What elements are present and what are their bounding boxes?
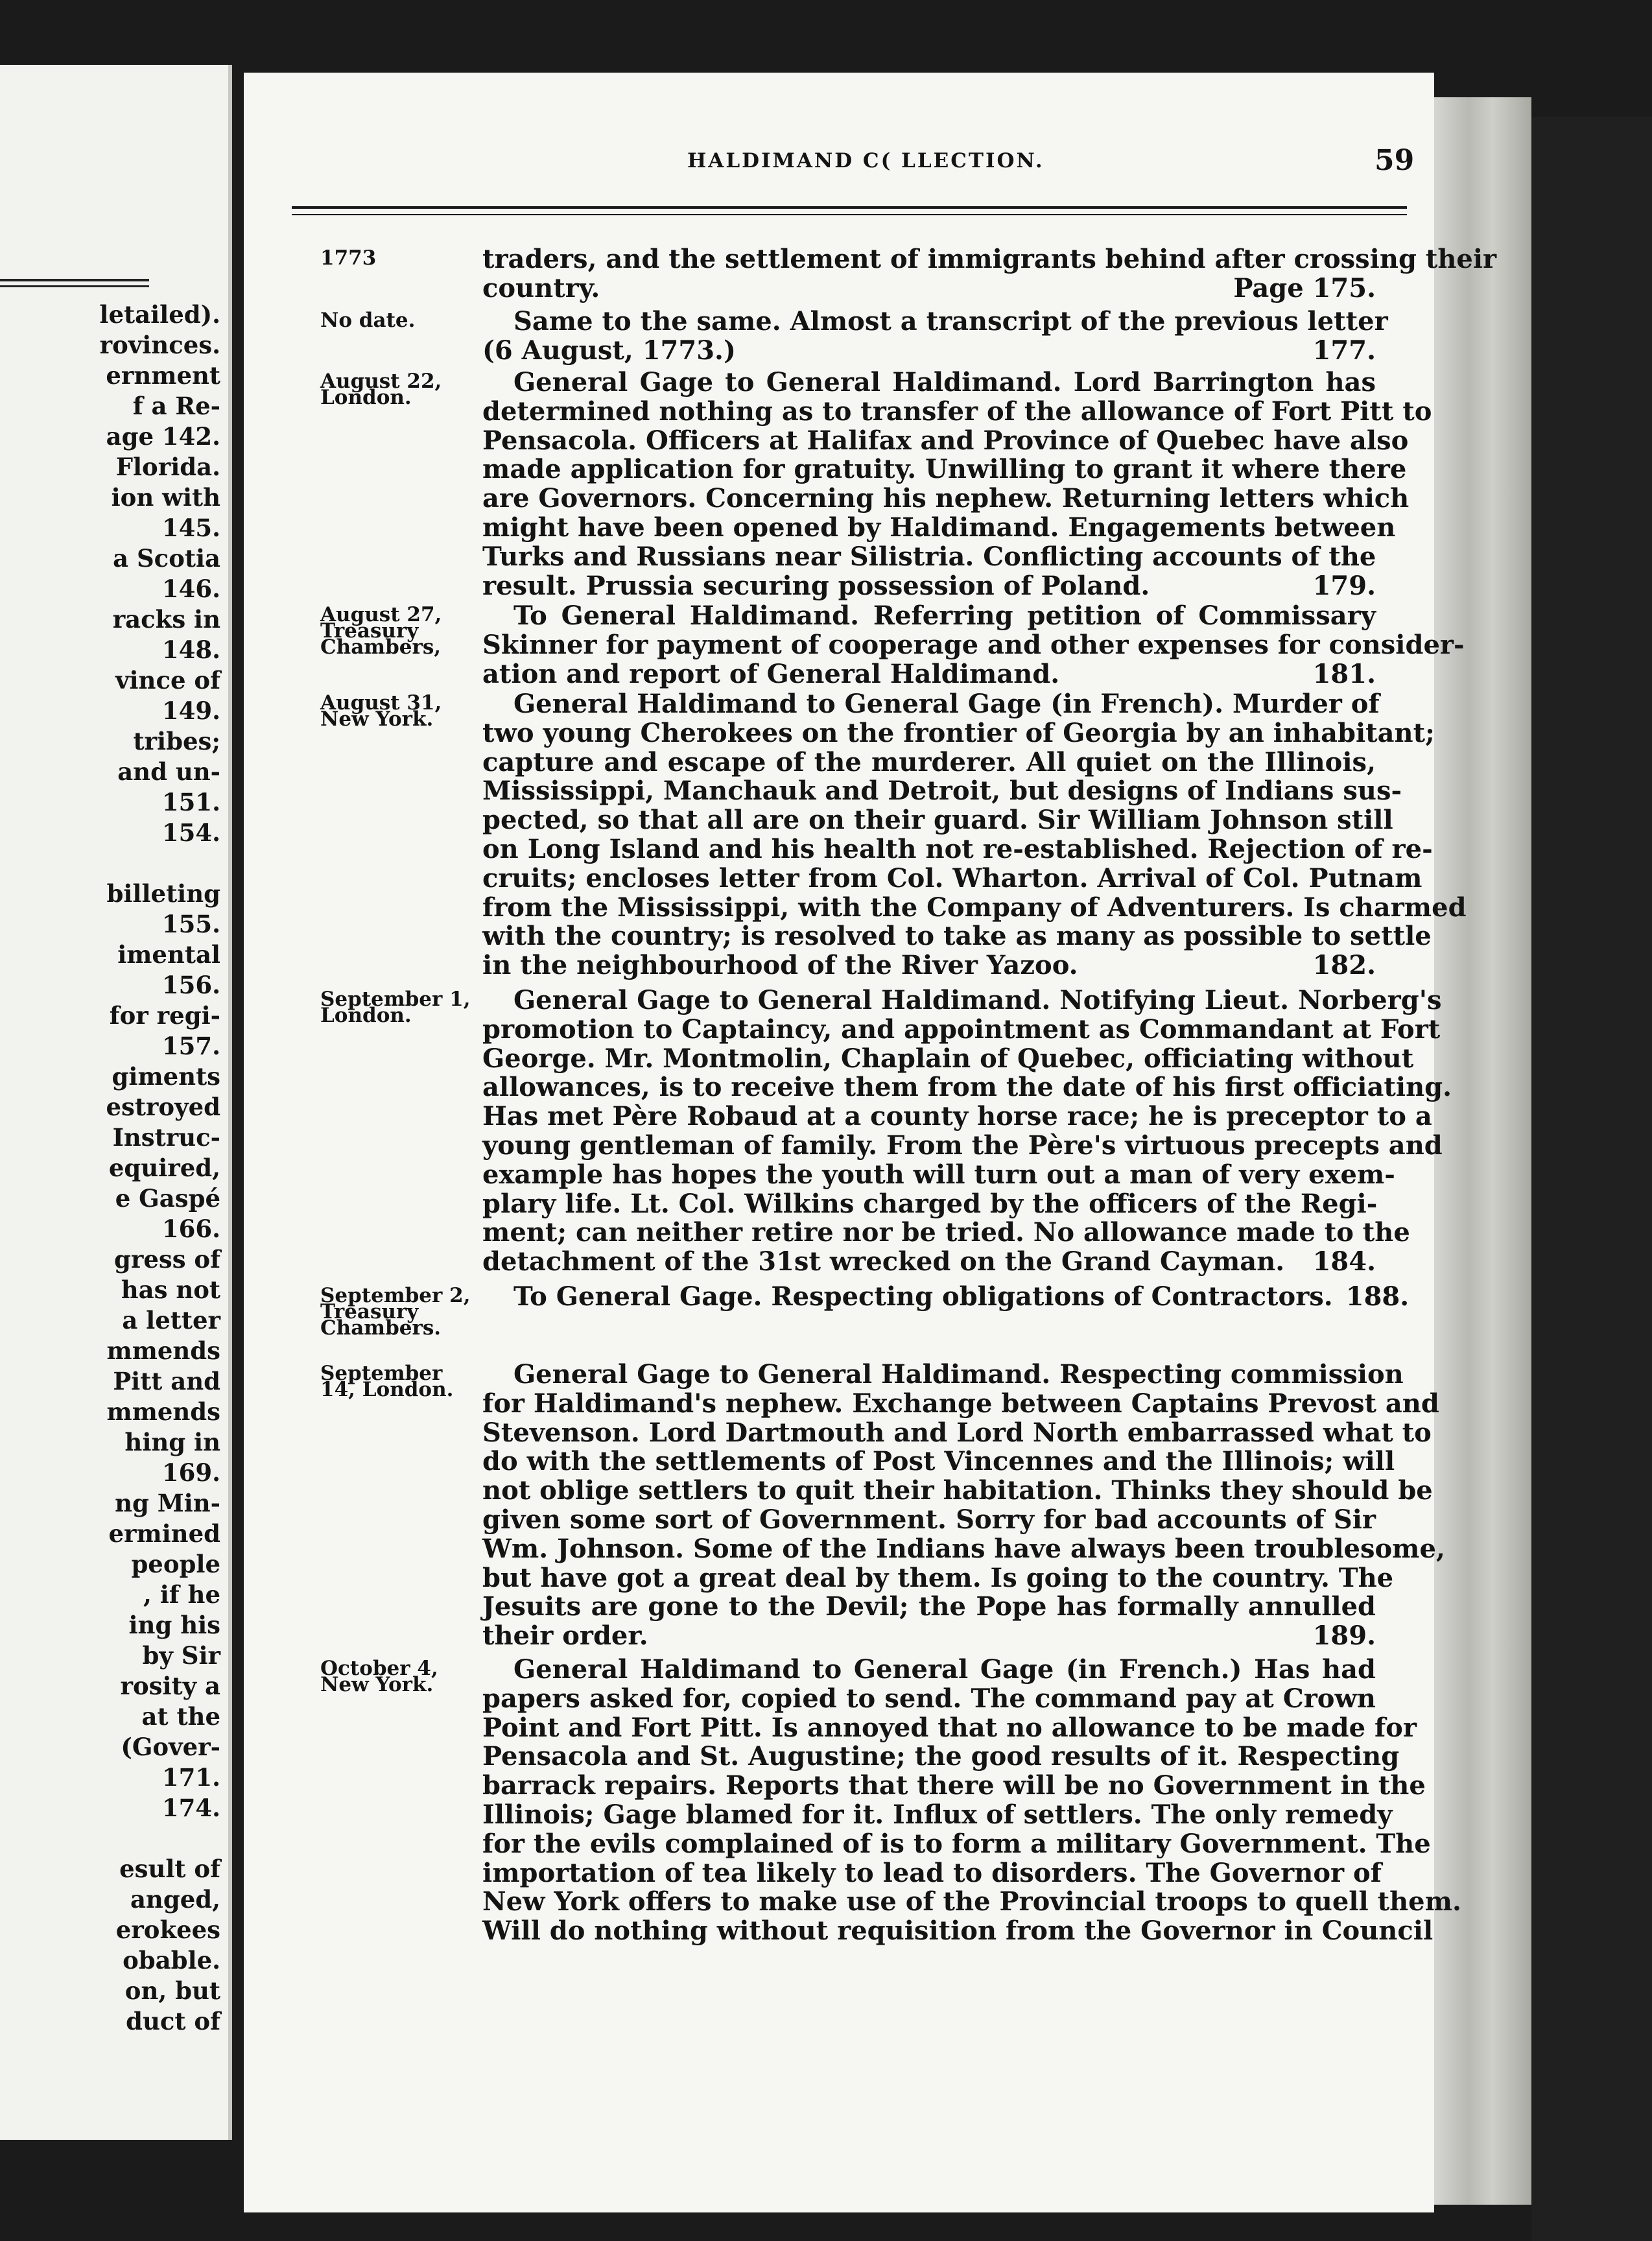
- previous-page-line: vince of: [115, 666, 220, 694]
- previous-page-line: duct of: [126, 2007, 220, 2035]
- entry-line: made application for gratuity. Unwilling to grant it where there: [482, 454, 1407, 485]
- entry-text: [482, 985, 1452, 1277]
- entry-text: [482, 306, 1388, 366]
- previous-page-line: a Scotia: [113, 544, 220, 573]
- previous-page-line: and un-: [117, 757, 220, 786]
- previous-page-line: ion with: [111, 483, 220, 512]
- previous-page-line: 149.: [161, 696, 220, 725]
- previous-page-line: rosity a: [120, 1672, 220, 1700]
- previous-page-line: obable.: [123, 1946, 220, 1974]
- entry-line: Skinner for payment of cooperage and other expenses for consider-: [482, 629, 1465, 660]
- previous-page-line: has not: [121, 1275, 220, 1304]
- entry-line: General Gage to General Haldimand. Notifying Lieut. Norberg's: [513, 985, 1442, 1015]
- entry-line: do with the settlements of Post Vincennes and the Illinois; will: [482, 1446, 1395, 1477]
- previous-page-line: at the: [141, 1702, 220, 1731]
- previous-page-line: estroyed: [106, 1093, 220, 1121]
- entry-line: from the Mississippi, with the Company of Adventurers. Is charmed: [482, 892, 1467, 923]
- previous-page-line: e Gaspé: [115, 1184, 220, 1213]
- entry-line: traders, and the settlement of immigrants behind after crossing their: [482, 244, 1497, 274]
- previous-page-line: 174.: [161, 1794, 220, 1822]
- running-head: HALDIMAND C( LLECTION.: [687, 149, 1044, 172]
- entry-date: August 27, Treasury Chambers,: [320, 603, 442, 659]
- entry-line: General Gage to General Haldimand. Respecting commission: [513, 1359, 1404, 1390]
- previous-page-line: erokees: [115, 1915, 220, 1944]
- previous-page-line: 154.: [161, 818, 220, 847]
- entry-line: ment; can neither retire nor be tried. No allowance made to the: [482, 1217, 1410, 1248]
- entry-line: importation of tea likely to lead to disorders. The Governor of: [482, 1857, 1382, 1888]
- previous-page-line: for regi-: [109, 1001, 220, 1030]
- entry-line: [482, 1622, 1376, 1651]
- previous-page-line: Pitt and: [113, 1367, 220, 1395]
- entry-line: [482, 660, 1376, 689]
- entry-line: plary life. Lt. Col. Wilkins charged by the officers of the Regi-: [482, 1188, 1378, 1219]
- entry-line: given some sort of Government. Sorry for bad accounts of Sir: [482, 1504, 1376, 1535]
- entry-line: determined nothing as to transfer of the allowance of Fort Pitt to: [482, 396, 1432, 427]
- entry-date: September 1, London.: [320, 988, 471, 1027]
- previous-page-line: tribes;: [133, 727, 220, 755]
- entry-date: September 2, Treasury Chambers.: [320, 1284, 471, 1340]
- previous-page-line: 157.: [161, 1032, 220, 1060]
- entry-date: October 4, New York.: [320, 1657, 438, 1696]
- entry-line: Pensacola and St. Augustine; the good results of it. Respecting: [482, 1741, 1400, 1772]
- entry-line-text: country.: [482, 272, 600, 303]
- previous-page-line: esult of: [119, 1855, 220, 1883]
- previous-page-line: 166.: [161, 1215, 220, 1243]
- entry-line: To General Haldimand. Referring petition of Commissary: [513, 600, 1376, 631]
- entry-date: September 14, London.: [320, 1362, 454, 1401]
- entry-line-text: in the neighbourhood of the River Yazoo.: [482, 950, 1078, 981]
- entry-line: example has hopes the youth will turn out a man of very exem-: [482, 1159, 1395, 1190]
- previous-page-line: 146.: [161, 575, 220, 603]
- page-reference: 184.: [1312, 1246, 1376, 1277]
- entry-line: [482, 951, 1376, 980]
- entry-line: capture and escape of the murderer. All quiet on the Illinois,: [482, 746, 1376, 777]
- entry-line: Wm. Johnson. Some of the Indians have always been troublesome,: [482, 1533, 1445, 1564]
- page-number: 59: [1375, 144, 1415, 177]
- entry-line: Stevenson. Lord Dartmouth and Lord North embarrassed what to: [482, 1417, 1432, 1448]
- entry-line: General Gage to General Haldimand. Lord Barrington has: [513, 367, 1376, 397]
- previous-page-line: f a Re-: [132, 392, 220, 420]
- previous-page-line: 169.: [161, 1458, 220, 1487]
- entry-line: barrack repairs. Reports that there will be no Government in the: [482, 1770, 1426, 1801]
- entry-text: [482, 1359, 1445, 1652]
- entry-line: [482, 274, 1376, 303]
- entry-line: but have got a great deal by them. Is going to the country. The: [482, 1562, 1394, 1593]
- previous-page-line: (Gover-: [121, 1733, 220, 1761]
- previous-page-line: 151.: [161, 788, 220, 816]
- entry-line: not oblige settlers to quit their habitation. Thinks they should be: [482, 1475, 1433, 1506]
- previous-page-line: Florida.: [115, 453, 220, 481]
- entry-line: Same to the same. Almost a transcript of the previous letter: [513, 306, 1388, 337]
- previous-page-line: 155.: [161, 910, 220, 938]
- page-reference: 181.: [1312, 658, 1376, 689]
- entry-text: [482, 1654, 1461, 1947]
- previous-page-line: mmends: [106, 1397, 220, 1426]
- previous-page-line: 145.: [161, 514, 220, 542]
- entry-date: No date.: [320, 309, 416, 332]
- entry-line: [482, 337, 1376, 366]
- entry-line: allowances, is to receive them from the date of his first officiating.: [482, 1072, 1452, 1103]
- entry-line: [482, 572, 1376, 601]
- entry-line: [482, 1248, 1376, 1277]
- previous-page-line: ng Min-: [115, 1489, 220, 1517]
- entry-line: are Governors. Concerning his nephew. Returning letters which: [482, 483, 1410, 514]
- previous-page-line: ermined: [108, 1519, 220, 1548]
- previous-page-line: on, but: [124, 1976, 220, 2005]
- previous-page-line: 156.: [161, 971, 220, 999]
- previous-page-line: anged,: [130, 1885, 220, 1914]
- entry-line: Has met Père Robaud at a county horse race; he is preceptor to a: [482, 1101, 1432, 1132]
- entry-line: promotion to Captaincy, and appointment as Commandant at Fort: [482, 1014, 1441, 1045]
- entry-line-text: their order.: [482, 1620, 648, 1652]
- entry-text: [482, 689, 1467, 981]
- previous-page-line: rovinces.: [99, 331, 220, 359]
- entry-line: for the evils complained of is to form a military Government. The: [482, 1828, 1431, 1859]
- entry-line: Will do nothing without requisition from the Governor in Council: [482, 1915, 1434, 1947]
- entry-line: Pensacola. Officers at Halifax and Province of Quebec have also: [482, 425, 1409, 456]
- entry-text: [482, 367, 1432, 601]
- entry-line: General Haldimand to General Gage (in French). Murder of: [513, 689, 1380, 719]
- entry-line: Mississippi, Manchauk and Detroit, but designs of Indians sus-: [482, 776, 1402, 807]
- previous-page-line: imental: [117, 940, 220, 969]
- entry-line-text: To General Gage. Respecting obligations of Contractors.: [513, 1281, 1333, 1312]
- previous-page-line: gress of: [113, 1245, 220, 1274]
- entry-date: 1773: [320, 246, 377, 270]
- entry-date: August 31, New York.: [320, 691, 442, 731]
- previous-page-line: letailed).: [99, 300, 220, 329]
- entry-text: [482, 244, 1497, 303]
- entry-line-text: result. Prussia securing possession of Poland.: [482, 570, 1150, 601]
- entry-line: Illinois; Gage blamed for it. Influx of settlers. The only remedy: [482, 1799, 1393, 1830]
- previous-page-line: racks in: [112, 605, 220, 634]
- page-reference: 188.: [1345, 1281, 1410, 1312]
- entry-line: New York offers to make use of the Provincial troops to quell them.: [482, 1886, 1461, 1917]
- previous-page-line: 171.: [161, 1763, 220, 1792]
- entry-line: with the country; is resolved to take as many as possible to settle: [482, 921, 1432, 952]
- entry-line: young gentleman of family. From the Père's virtuous precepts and: [482, 1130, 1443, 1161]
- entry-line: Point and Fort Pitt. Is annoyed that no allowance to be made for: [482, 1712, 1417, 1743]
- page-reference: 189.: [1312, 1620, 1376, 1652]
- entry-line: pected, so that all are on their guard. Sir William Johnson still: [482, 805, 1393, 836]
- entry-date: August 22, London.: [320, 370, 442, 409]
- previous-page-line: , if he: [143, 1580, 220, 1609]
- previous-page-line: Instruc-: [112, 1123, 220, 1152]
- previous-page-line: billeting: [106, 879, 220, 908]
- previous-page-line: mmends: [106, 1336, 220, 1365]
- entry-text: [482, 600, 1465, 689]
- entry-line: General Haldimand to General Gage (in French.) Has had: [513, 1654, 1376, 1685]
- page-reference: Page 175.: [1233, 272, 1376, 303]
- entry-line-text: (6 August, 1773.): [482, 335, 736, 366]
- entry-line: Turks and Russians near Silistria. Conflicting accounts of the: [482, 541, 1376, 572]
- entry-line: for Haldimand's nephew. Exchange between Captains Prevost and: [482, 1388, 1439, 1419]
- page-reference: 177.: [1312, 335, 1376, 366]
- entry-line: [482, 1281, 1410, 1312]
- previous-page-line: ernment: [106, 361, 220, 390]
- entry-line-text: detachment of the 31st wrecked on the Grand Cayman.: [482, 1246, 1285, 1277]
- entry-line: George. Mr. Montmolin, Chaplain of Quebec, officiating without: [482, 1043, 1414, 1074]
- entry-line-text: ation and report of General Haldimand.: [482, 658, 1060, 689]
- previous-page-line: giments: [112, 1062, 220, 1091]
- previous-page-line: 148.: [161, 635, 220, 664]
- page-reference: 182.: [1312, 950, 1376, 981]
- entry-line: cruits; encloses letter from Col. Wharton. Arrival of Col. Putnam: [482, 862, 1422, 894]
- previous-page-line: people: [131, 1550, 220, 1578]
- page-reference: 179.: [1312, 570, 1376, 601]
- previous-page-line: age 142.: [106, 422, 220, 451]
- entry-line: two young Cherokees on the frontier of Georgia by an inhabitant;: [482, 717, 1435, 748]
- previous-page-line: ing his: [128, 1611, 220, 1639]
- entry-line: might have been opened by Haldimand. Engagements between: [482, 512, 1396, 543]
- entry-line: papers asked for, copied to send. The command pay at Crown: [482, 1683, 1376, 1714]
- previous-page-line: a letter: [122, 1306, 220, 1334]
- previous-page-line: by Sir: [142, 1641, 220, 1670]
- entry-line: on Long Island and his health not re-established. Rejection of re-: [482, 833, 1433, 864]
- previous-page-line: hing in: [124, 1428, 220, 1456]
- entry-line: Jesuits are gone to the Devil; the Pope has formally annulled: [482, 1591, 1376, 1622]
- previous-page-line: equired,: [108, 1154, 220, 1182]
- entry-text: [482, 1281, 1410, 1312]
